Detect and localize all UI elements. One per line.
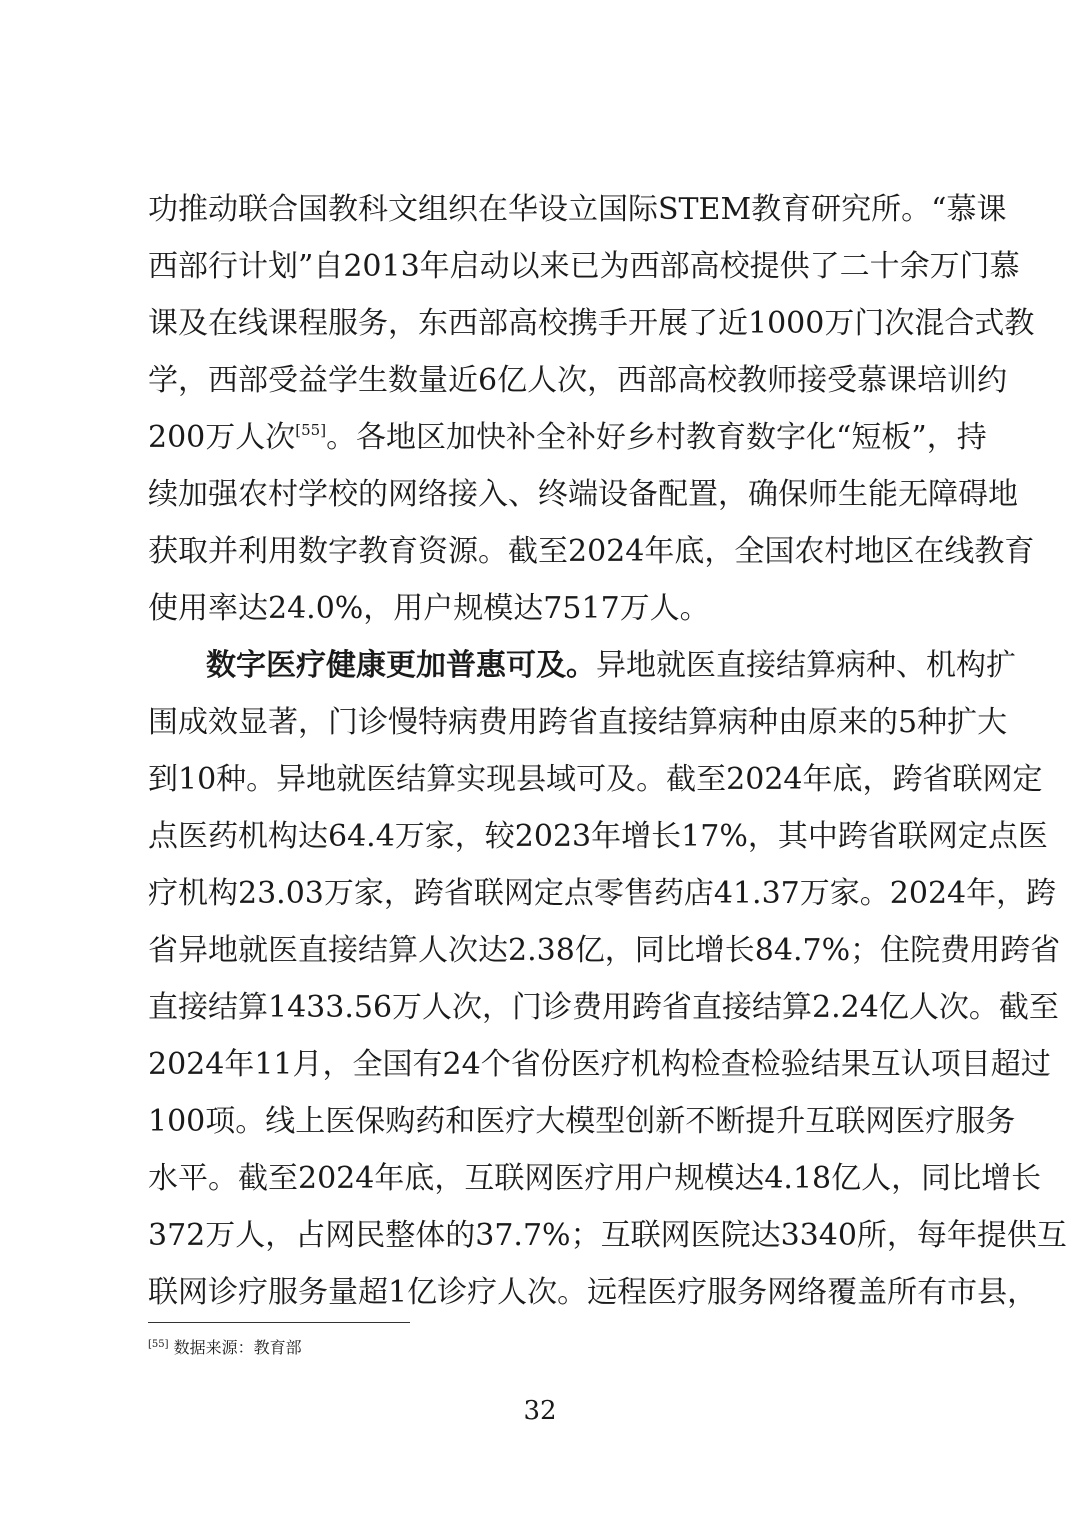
body-text-segment: 200万人次 xyxy=(148,420,296,455)
body-text-line: 西部行计划”自2013年启动以来已为西部高校提供了二十余万门慕 xyxy=(148,249,1020,284)
footnote-text: 数据来源：教育部 xyxy=(173,1338,302,1357)
body-text-line: 到10种。异地就医结算实现县域可及。截至2024年底，跨省联网定 xyxy=(148,762,1043,797)
body-text-line: 水平。截至2024年底，互联网医疗用户规模达4.18亿人，同比增长 xyxy=(148,1161,1042,1196)
footnote-divider xyxy=(148,1322,410,1323)
body-text-line: 学，西部受益学生数量近6亿人次，西部高校教师接受慕课培训约 xyxy=(148,363,1008,398)
section-lead-heading: 数字医疗健康更加普惠可及。 xyxy=(206,648,596,683)
body-text-line-with-reference xyxy=(148,418,987,458)
body-text-line: 疗机构23.03万家，跨省联网定点零售药店41.37万家。2024年，跨 xyxy=(148,876,1057,911)
body-text-segment: 。各地区加快补全补好乡村教育数字化“短板”，持 xyxy=(326,420,987,455)
body-text-line: 点医药机构达64.4万家，较2023年增长17%，其中跨省联网定点医 xyxy=(148,819,1048,854)
health-paragraph-first-line xyxy=(206,646,1016,686)
body-text-segment: 异地就医直接结算病种、机构扩 xyxy=(596,648,1016,683)
body-text-line: 100项。线上医保购药和医疗大模型创新不断提升互联网医疗服务 xyxy=(148,1104,1016,1139)
body-text-line: 372万人，占网民整体的37.7%；互联网医院达3340所，每年提供互 xyxy=(148,1218,1067,1253)
page-number: 32 xyxy=(523,1396,557,1426)
body-text-line: 续加强农村学校的网络接入、终端设备配置，确保师生能无障碍地 xyxy=(148,477,1018,512)
footnote xyxy=(148,1337,302,1359)
body-text-line: 获取并利用数字教育资源。截至2024年底，全国农村地区在线教育 xyxy=(148,534,1035,569)
body-text-line: 直接结算1433.56万人次，门诊费用跨省直接结算2.24亿人次。截至 xyxy=(148,990,1059,1025)
body-text-line: 省异地就医直接结算人次达2.38亿，同比增长84.7%；住院费用跨省 xyxy=(148,933,1061,968)
body-text-line: 课及在线课程服务，东西部高校携手开展了近1000万门次混合式教 xyxy=(148,306,1035,341)
body-text-line: 2024年11月，全国有24个省份医疗机构检查检验结果互认项目超过 xyxy=(148,1047,1051,1082)
body-text-line: 联网诊疗服务量超1亿诊疗人次。远程医疗服务网络覆盖所有市县， xyxy=(148,1275,1038,1310)
body-text-line: 使用率达24.0%，用户规模达7517万人。 xyxy=(148,591,710,626)
footnote-reference: [55] xyxy=(295,421,327,439)
body-text-line: 功推动联合国教科文组织在华设立国际STEM教育研究所。“慕课 xyxy=(148,192,1007,227)
footnote-marker: [55] xyxy=(148,1339,169,1350)
body-text-line: 围成效显著，门诊慢特病费用跨省直接结算病种由原来的5种扩大 xyxy=(148,705,1008,740)
